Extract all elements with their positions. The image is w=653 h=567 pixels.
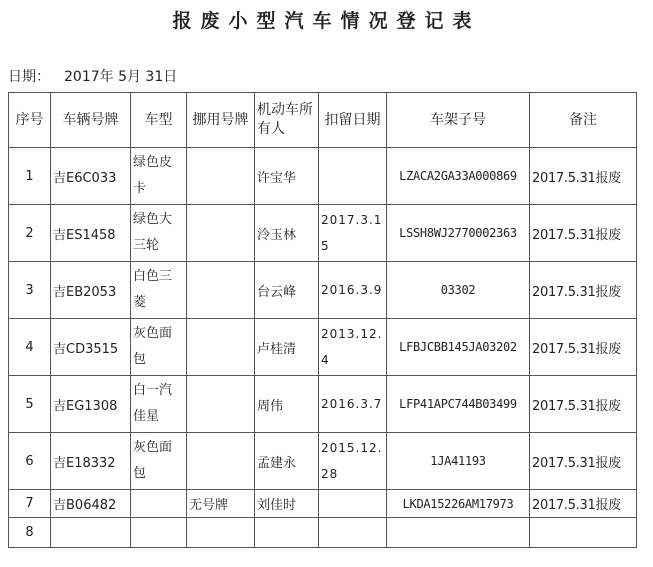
header-borrowed-plate: 挪用号牌 bbox=[187, 93, 255, 148]
cell-detain-date: 2016.3.9 bbox=[319, 262, 387, 319]
cell-borrowed-plate: 无号牌 bbox=[187, 490, 255, 518]
cell-note: 2017.5.31报废 bbox=[530, 262, 637, 319]
cell-borrowed-plate bbox=[187, 148, 255, 205]
cell-seq: 3 bbox=[9, 262, 51, 319]
cell-plate: 吉E6C033 bbox=[51, 148, 131, 205]
cell-seq: 8 bbox=[9, 518, 51, 548]
cell-borrowed-plate bbox=[187, 433, 255, 490]
cell-detain-date bbox=[319, 518, 387, 548]
table-row bbox=[9, 518, 637, 548]
cell-detain-date: 2013.12.4 bbox=[319, 319, 387, 376]
cell-chassis: LFBJCBB145JA03202 bbox=[387, 319, 530, 376]
cell-type bbox=[131, 490, 187, 518]
header-row bbox=[9, 93, 637, 148]
cell-type: 白一汽佳星 bbox=[131, 376, 187, 433]
cell-borrowed-plate bbox=[187, 518, 255, 548]
document-title: 报废小型汽车情况登记表 bbox=[172, 10, 481, 32]
cell-seq: 1 bbox=[9, 148, 51, 205]
table-row bbox=[9, 433, 637, 490]
cell-seq: 2 bbox=[9, 205, 51, 262]
cell-plate: 吉CD3515 bbox=[51, 319, 131, 376]
cell-owner bbox=[255, 518, 319, 548]
table-row bbox=[9, 262, 637, 319]
cell-detain-date: 2016.3.7 bbox=[319, 376, 387, 433]
cell-type: 灰色面包 bbox=[131, 319, 187, 376]
cell-borrowed-plate bbox=[187, 205, 255, 262]
table-row bbox=[9, 319, 637, 376]
cell-owner: 孟建永 bbox=[255, 433, 319, 490]
cell-type bbox=[131, 518, 187, 548]
cell-plate: 吉B06482 bbox=[51, 490, 131, 518]
cell-plate: 吉E18332 bbox=[51, 433, 131, 490]
table-row bbox=[9, 376, 637, 433]
date-value: 2017年 5月 31日 bbox=[64, 69, 178, 85]
table-row bbox=[9, 205, 637, 262]
date-line bbox=[8, 66, 177, 86]
cell-plate: 吉EB2053 bbox=[51, 262, 131, 319]
register-table bbox=[8, 92, 637, 548]
cell-seq: 5 bbox=[9, 376, 51, 433]
cell-chassis: LSSH8WJ2770002363 bbox=[387, 205, 530, 262]
cell-type: 白色三菱 bbox=[131, 262, 187, 319]
header-plate: 车辆号牌 bbox=[51, 93, 131, 148]
cell-chassis: LKDA15226AM17973 bbox=[387, 490, 530, 518]
cell-owner: 周伟 bbox=[255, 376, 319, 433]
cell-type: 绿色皮卡 bbox=[131, 148, 187, 205]
table-row bbox=[9, 148, 637, 205]
table-row bbox=[9, 490, 637, 518]
header-note: 备注 bbox=[530, 93, 637, 148]
cell-chassis: 03302 bbox=[387, 262, 530, 319]
cell-owner: 刘佳时 bbox=[255, 490, 319, 518]
cell-chassis: 1JA41193 bbox=[387, 433, 530, 490]
cell-seq: 4 bbox=[9, 319, 51, 376]
cell-note bbox=[530, 518, 637, 548]
cell-plate: 吉EG1308 bbox=[51, 376, 131, 433]
cell-owner: 泠玉林 bbox=[255, 205, 319, 262]
cell-seq: 6 bbox=[9, 433, 51, 490]
cell-note: 2017.5.31报废 bbox=[530, 205, 637, 262]
cell-seq: 7 bbox=[9, 490, 51, 518]
cell-plate: 吉ES1458 bbox=[51, 205, 131, 262]
header-detain-date: 扣留日期 bbox=[319, 93, 387, 148]
header-seq: 序号 bbox=[9, 93, 51, 148]
cell-owner: 卢桂清 bbox=[255, 319, 319, 376]
cell-note: 2017.5.31报废 bbox=[530, 433, 637, 490]
cell-note: 2017.5.31报废 bbox=[530, 148, 637, 205]
cell-borrowed-plate bbox=[187, 376, 255, 433]
header-chassis: 车架子号 bbox=[387, 93, 530, 148]
header-type: 车型 bbox=[131, 93, 187, 148]
cell-borrowed-plate bbox=[187, 262, 255, 319]
cell-note: 2017.5.31报废 bbox=[530, 490, 637, 518]
cell-note: 2017.5.31报废 bbox=[530, 376, 637, 433]
cell-chassis: LZACA2GA33A000869 bbox=[387, 148, 530, 205]
cell-chassis: LFP41APC744B03499 bbox=[387, 376, 530, 433]
cell-plate bbox=[51, 518, 131, 548]
cell-note: 2017.5.31报废 bbox=[530, 319, 637, 376]
cell-detain-date bbox=[319, 490, 387, 518]
cell-detain-date: 2015.12.28 bbox=[319, 433, 387, 490]
cell-detain-date bbox=[319, 148, 387, 205]
cell-chassis bbox=[387, 518, 530, 548]
cell-owner: 台云峰 bbox=[255, 262, 319, 319]
cell-type: 灰色面包 bbox=[131, 433, 187, 490]
cell-borrowed-plate bbox=[187, 319, 255, 376]
date-label: 日期： bbox=[8, 69, 50, 85]
cell-type: 绿色大三轮 bbox=[131, 205, 187, 262]
cell-detain-date: 2017.3.15 bbox=[319, 205, 387, 262]
cell-owner: 许宝华 bbox=[255, 148, 319, 205]
header-owner: 机动车所有人 bbox=[255, 93, 319, 148]
